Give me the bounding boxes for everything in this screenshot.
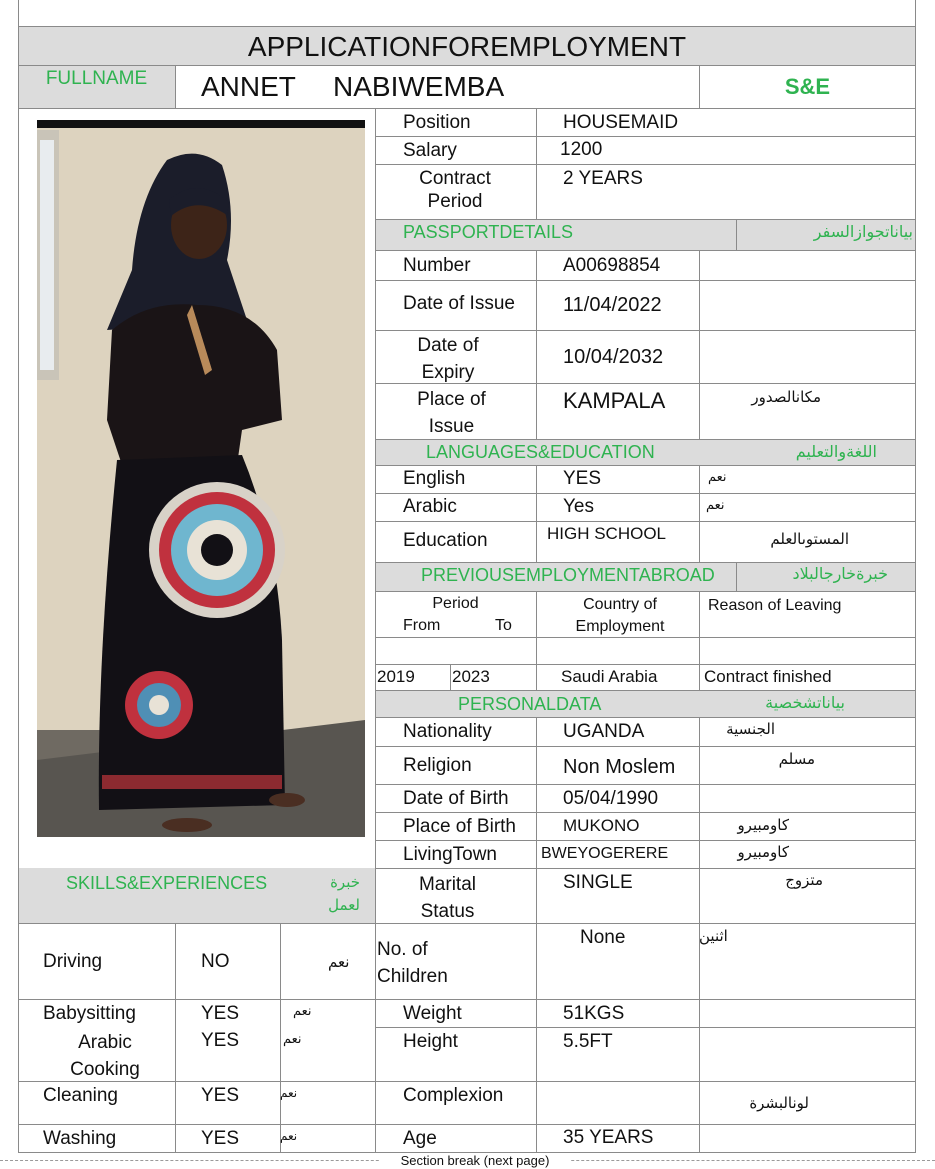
- living-town-label: LivingTown: [403, 844, 497, 865]
- position-value: HOUSEMAID: [563, 112, 679, 133]
- expiry-date-value: 10/04/2032: [563, 346, 664, 368]
- reason-label: Reason of Leaving: [708, 597, 842, 614]
- marital-status-value: SINGLE: [563, 872, 633, 893]
- place-of-issue-value: KAMPALA: [563, 388, 666, 413]
- dob-value: 05/04/1990: [563, 788, 659, 809]
- cleaning-label: Cleaning: [43, 1085, 118, 1106]
- passport-number-value: A00698854: [563, 255, 661, 276]
- section-break-label: Section break (next page): [380, 1153, 570, 1169]
- nationality-label: Nationality: [403, 721, 492, 742]
- religion-label: Religion: [403, 755, 472, 776]
- passport-section-title: PASSPORTDETAILS: [403, 222, 574, 242]
- from-label: From: [403, 617, 441, 634]
- driving-value: NO: [201, 951, 230, 972]
- english-label: English: [403, 468, 466, 489]
- to-value: 2023: [452, 667, 490, 686]
- children-value: None: [580, 927, 626, 948]
- babysitting-value: YES: [201, 1003, 240, 1024]
- age-value: 35 YEARS: [563, 1127, 654, 1148]
- applicant-photo: [37, 120, 365, 837]
- washing-label: Washing: [43, 1128, 117, 1149]
- languages-section-title-ar: اللغةوالتعليم: [795, 442, 877, 461]
- employment-section-title-ar: خبرةخارجالبلاد: [792, 564, 888, 583]
- languages-section-title: LANGUAGES&EDUCATION: [426, 442, 655, 462]
- passport-section-title-ar: بياناتجوازالسفر: [813, 222, 913, 241]
- nationality-value: UGANDA: [563, 721, 645, 742]
- babysitting-ar: نعم: [293, 1004, 312, 1019]
- driving-label: Driving: [43, 951, 103, 972]
- washing-ar: نعم: [280, 1129, 298, 1143]
- issue-date-label: Date of Issue: [403, 293, 515, 314]
- children-label: No. of Children: [377, 939, 448, 987]
- skills-section-title-ar: خبرة لعمل: [328, 873, 360, 914]
- weight-label: Weight: [403, 1003, 462, 1024]
- complexion-ar: لونالبشرة: [749, 1094, 809, 1112]
- education-value: HIGH SCHOOL: [547, 524, 667, 543]
- living-town-ar: كاومبيرو: [737, 843, 789, 861]
- arabic-cooking-label: Arabic Cooking: [70, 1032, 140, 1080]
- salary-label: Salary: [403, 140, 457, 161]
- position-label: Position: [403, 112, 471, 133]
- employment-section-title: PREVIOUSEMPLOYMENTABROAD: [421, 565, 715, 585]
- arabic-ar: نعم: [706, 498, 725, 513]
- religion-value: Non Moslem: [563, 756, 676, 778]
- marital-status-ar: متزوج: [785, 871, 823, 889]
- religion-ar: مسلم: [778, 750, 815, 768]
- contract-value: 2 YEARS: [563, 168, 643, 189]
- personal-section-title-ar: بياناتشخصية: [765, 693, 845, 712]
- arabic-value: Yes: [563, 496, 594, 517]
- pob-label: Place of Birth: [403, 816, 516, 837]
- driving-ar: نعم: [328, 953, 350, 971]
- to-label: To: [495, 617, 512, 634]
- country-value: Saudi Arabia: [561, 667, 658, 686]
- applicant-photo-illustration: [37, 120, 365, 837]
- babysitting-label: Babysitting: [43, 1003, 136, 1024]
- expiry-date-label: Date of Expiry: [417, 335, 479, 383]
- country-label: Country of Employment: [575, 596, 665, 636]
- age-label: Age: [403, 1128, 437, 1149]
- reason-value: Contract finished: [704, 667, 832, 686]
- skills-section-title: SKILLS&EXPERIENCES: [66, 873, 268, 893]
- salary-value: 1200: [560, 139, 603, 160]
- from-value: 2019: [377, 667, 415, 686]
- living-town-value: BWEYOGERERE: [541, 845, 669, 862]
- children-ar: اثنين: [699, 927, 728, 945]
- nationality-ar: الجنسية: [726, 720, 775, 738]
- complexion-label: Complexion: [403, 1085, 504, 1106]
- dob-label: Date of Birth: [403, 788, 509, 809]
- pob-value: MUKONO: [563, 816, 640, 835]
- marital-status-label: Marital Status: [418, 874, 476, 922]
- cleaning-value: YES: [201, 1085, 240, 1106]
- first-name: ANNET: [201, 71, 296, 102]
- cleaning-ar: نعم: [280, 1086, 298, 1100]
- passport-number-label: Number: [403, 255, 471, 276]
- arabic-cooking-ar: نعم: [283, 1032, 302, 1047]
- place-of-issue-ar: مكانالصدور: [751, 388, 821, 406]
- weight-value: 51KGS: [563, 1003, 625, 1024]
- education-ar: المستوىالعلم: [770, 530, 849, 548]
- english-ar: نعم: [708, 470, 727, 485]
- arabic-label: Arabic: [403, 496, 457, 517]
- personal-section-title: PERSONALDATA: [458, 694, 602, 714]
- education-label: Education: [403, 530, 488, 551]
- pob-ar: كاومبيرو: [737, 816, 789, 834]
- washing-value: YES: [201, 1128, 240, 1149]
- period-label: Period: [432, 595, 479, 612]
- height-label: Height: [403, 1031, 458, 1052]
- agency-code: S&E: [784, 74, 831, 99]
- height-value: 5.5FT: [563, 1031, 613, 1052]
- contract-label: Contract Period: [419, 168, 491, 212]
- issue-date-value: 11/04/2022: [563, 294, 662, 316]
- last-name: NABIWEMBA: [333, 71, 505, 102]
- arabic-cooking-value: YES: [201, 1030, 240, 1051]
- english-value: YES: [563, 468, 602, 489]
- form-title: APPLICATIONFOREMPLOYMENT: [247, 31, 687, 62]
- fullname-label: FULLNAME: [45, 68, 148, 89]
- place-of-issue-label: Place of Issue: [417, 389, 486, 437]
